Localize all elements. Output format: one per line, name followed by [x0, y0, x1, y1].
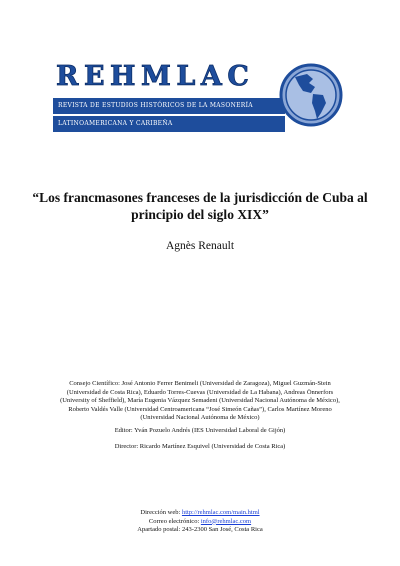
web-address-label: Dirección web:	[140, 509, 182, 516]
journal-logo-text: REHMLAC	[56, 61, 255, 92]
article-author: Agnès Renault	[165, 240, 235, 252]
web-address-link[interactable]: http://rehmlac.com/main.html	[181, 509, 260, 516]
email-address-label: Correo electrónico:	[148, 517, 201, 525]
director-credit: Director: Ricardo Martínez Esquivel (Universidad de Costa Rica)	[114, 443, 286, 450]
web-address	[30, 509, 370, 518]
journal-header	[53, 61, 343, 137]
council-line-3: (University of Sheffield), María Eugenia Vázquez Semadeni (Universidad Nacional Autónoma de México),	[60, 397, 340, 405]
journal-subtitle-band-1: REVISTA DE ESTUDIOS HISTÓRICOS DE LA MASONERÍA	[53, 98, 285, 114]
editor-credit: Editor: Yván Pozuelo Andrés (IES Universidad Laboral de Gijón)	[114, 427, 286, 434]
article-title-line-2: principio del siglo XIX”	[131, 207, 269, 222]
article-title-line-1: “Los francmasones franceses de la jurisdicción de Cuba al	[32, 190, 368, 205]
council-line-4: Roberto Valdés Valle (Universidad Centroamericana “José Simeón Cañas”), Carlos Martínez Moreno	[68, 405, 332, 413]
scientific-council	[30, 380, 370, 423]
contact-info	[30, 509, 370, 535]
postal-address: Apartado postal: 243-2300 San José, Costa Rica	[137, 526, 263, 534]
article-title	[20, 189, 380, 223]
journal-subtitle-band-2: LATINOAMERICANA Y CARIBEÑA	[53, 116, 285, 132]
email-address	[30, 518, 370, 527]
council-line-5: (Universidad Nacional Autónoma de México)	[140, 414, 260, 422]
council-line-2: (Universidad de Costa Rica), Eduardo Torres-Cuevas (Universidad de La Habana), Andreas Önnerfors	[66, 388, 334, 396]
globe-americas-icon	[279, 63, 343, 127]
council-line-1: Consejo Científico: José Antonio Ferrer Benimeli (Universidad de Zaragoza), Miguel Guzmán-Stein	[69, 380, 331, 387]
email-address-link[interactable]: info@rehmlac.com	[200, 517, 252, 525]
